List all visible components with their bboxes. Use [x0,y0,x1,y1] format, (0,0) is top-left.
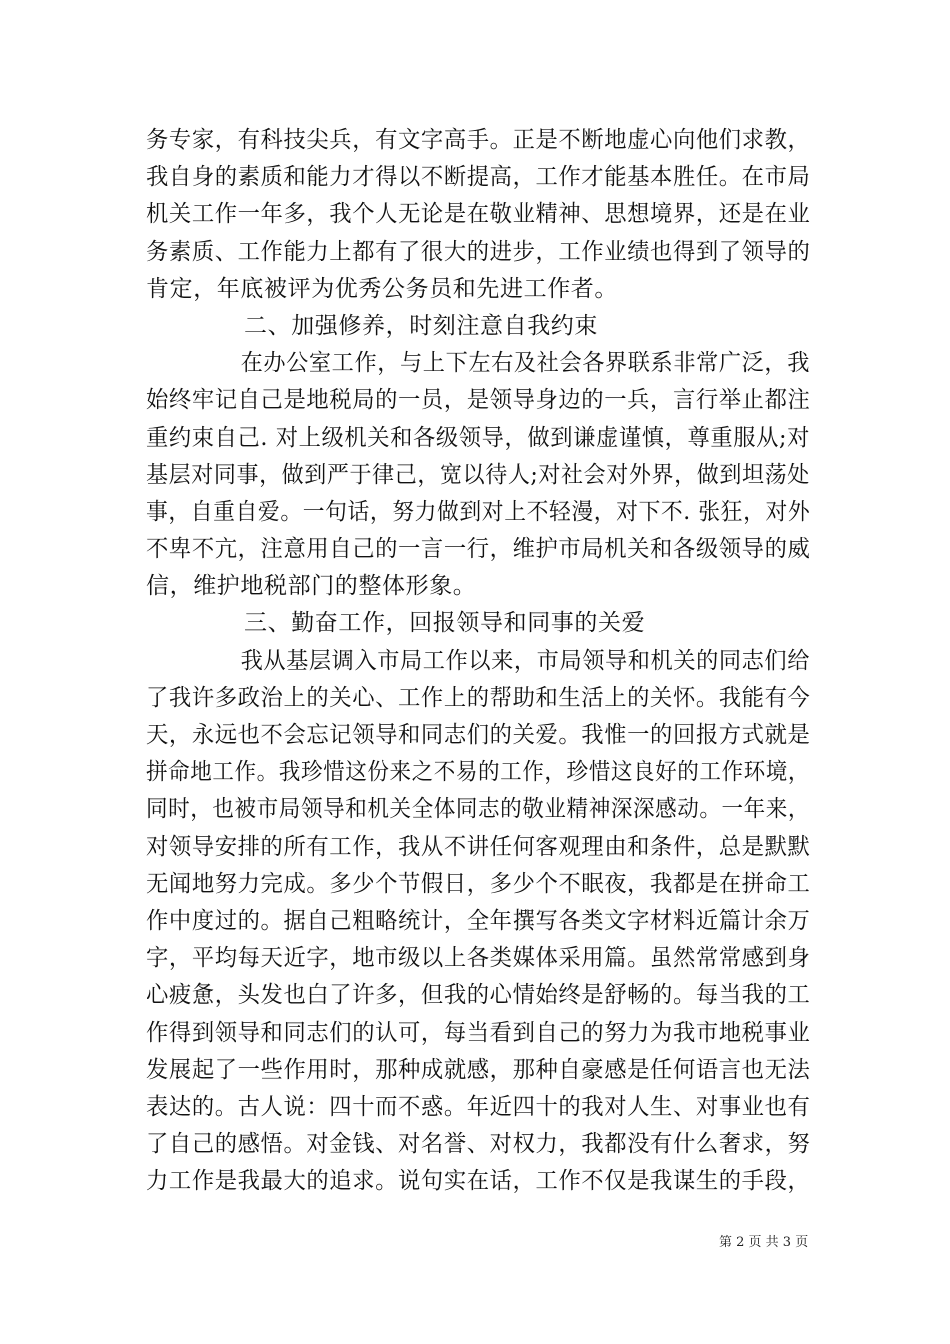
text-line: 了我许多政治上的关心、工作上的帮助和生活上的关怀。我能有今 [146,684,811,711]
text-line: 发展起了一些作用时，那种成就感，那种自豪感是任何语言也无法 [146,1056,811,1083]
text-line: 重约束自己. 对上级机关和各级领导，做到谦虚谨慎，尊重服从;对 [146,424,810,451]
text-line: 字，平均每天近字，地市级以上各类媒体采用篇。虽然常常感到身 [146,945,811,972]
text-line: 拼命地工作。我珍惜这份来之不易的工作，珍惜这良好的工作环境， [146,759,811,786]
text-line: 务专家，有科技尖兵，有文字高手。正是不断地虚心向他们求教， [146,127,811,153]
text-line: 无闻地努力完成。多少个节假日，多少个不眠夜，我都是在拼命工 [146,870,811,897]
text-line: 心疲惫，头发也白了许多，但我的心情始终是舒畅的。每当我的工 [146,982,811,1009]
text-line: 作中度过的。据自己粗略统计，全年撰写各类文字材料近篇计余万 [146,907,811,934]
text-line: 信，维护地税部门的整体形象。 [146,573,477,600]
text-line: 力工作是我最大的追求。说句实在话，工作不仅是我谋生的手段， [146,1168,811,1195]
document-body [146,122,810,1200]
text-line: 对领导安排的所有工作，我从不讲任何客观理由和条件，总是默默 [146,833,811,860]
text-line: 基层对同事，做到严于律己，宽以待人;对社会对外界，做到坦荡处 [146,461,810,488]
text-line: 机关工作一年多，我个人无论是在敬业精神、思想境界，还是在业 [146,201,811,228]
text-line: 始终牢记自己是地税局的一员，是领导身边的一兵，言行举止都注 [146,387,811,414]
text-line: 务素质、工作能力上都有了很大的进步，工作业绩也得到了领导的 [146,238,811,265]
text-line: 天，永远也不会忘记领导和同志们的关爱。我惟一的回报方式就是 [146,722,811,748]
text-line: 不卑不亢，注意用自己的一言一行，维护市局机关和各级领导的威 [146,536,811,563]
page-number: 第 2 页 共 3 页 [719,1235,809,1250]
section-heading: 三、勤奋工作，回报领导和同事的关爱 [244,610,646,637]
paragraph-first-line: 在办公室工作，与上下左右及社会各界联系非常广泛，我 [240,350,810,377]
text-line: 事，自重自爱。一句话，努力做到对上不轻漫，对下不. 张狂，对外 [146,498,811,525]
text-line: 表达的。古人说：四十而不惑。年近四十的我对人生、对事业也有 [146,1093,811,1120]
section-heading: 二、加强修养，时刻注意自我约束 [244,312,598,339]
paragraph-first-line: 我从基层调入市局工作以来，市局领导和机关的同志们给 [240,647,810,674]
text-line: 作得到领导和同志们的认可，每当看到自己的努力为我市地税事业 [146,1019,811,1046]
text-line: 肯定，年底被评为优秀公务员和先进工作者。 [146,275,618,302]
text-line: 了自己的感悟。对金钱、对名誉、对权力，我都没有什么奢求，努 [146,1131,811,1158]
text-line: 我自身的素质和能力才得以不断提高，工作才能基本胜任。在市局 [146,164,811,191]
text-line: 同时，也被市局领导和机关全体同志的敬业精神深深感动。一年来， [146,796,811,823]
